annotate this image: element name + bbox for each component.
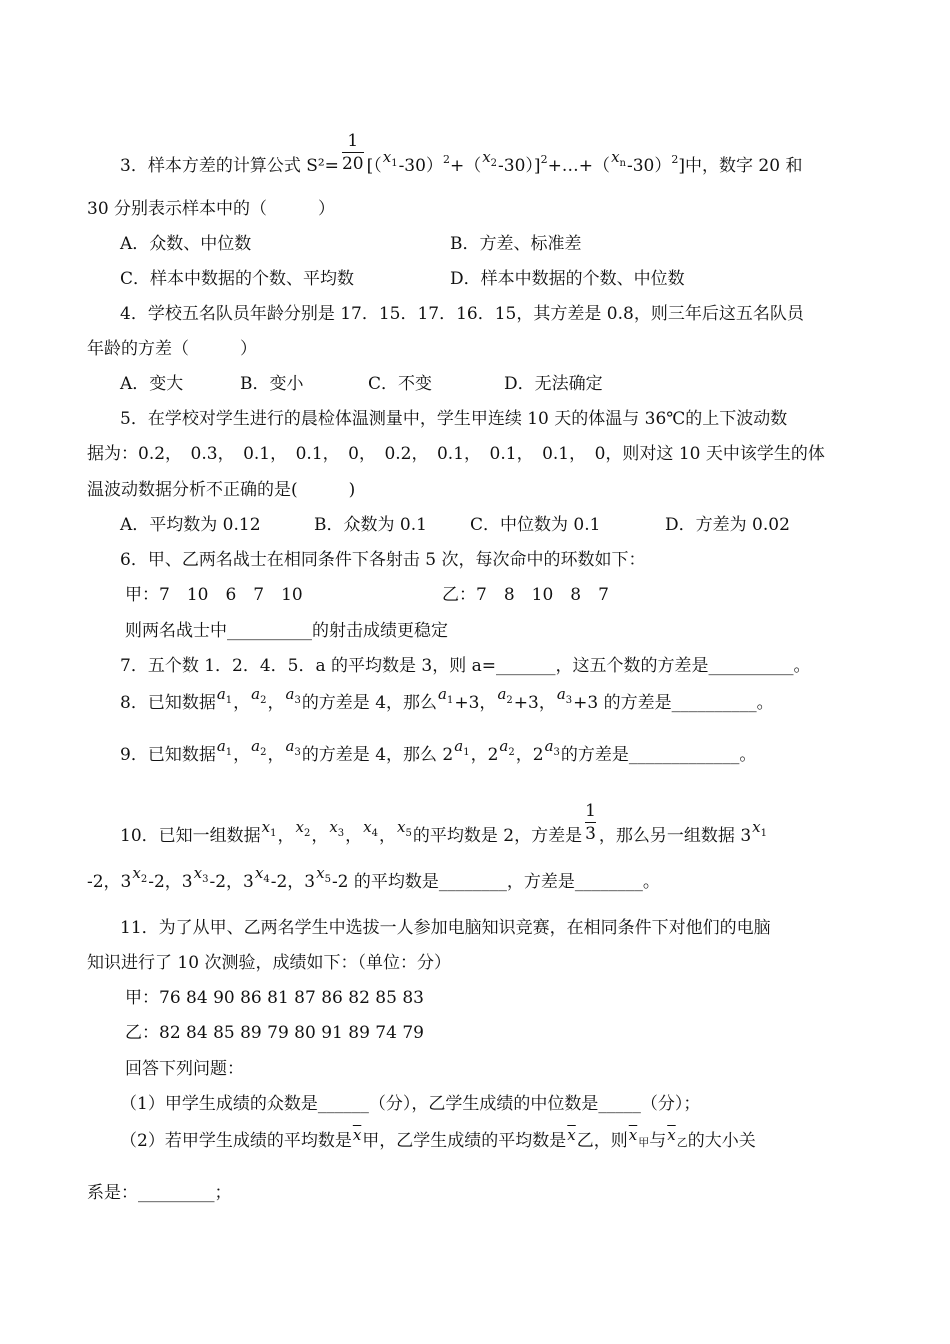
- q9-line1: 9．已知数据$a_1$，$a_2$，$a_3$的方差是 4，那么 $2a_1$，$2a_2$，$2a_3$的方差是_____________。: [120, 737, 757, 765]
- q3-prefix: 3．样本方差的计算公式 S²=: [120, 156, 339, 176]
- q4-option-b: B．变小: [240, 374, 304, 394]
- q3-line2: 30 分别表示样本中的（ ）: [87, 199, 336, 219]
- q10-fraction: $\frac{1}{3}$: [585, 801, 596, 844]
- q4-line1: 4．学校五名队员年龄分别是 17．15．17．16．15，其方差是 0.8，则三年后这五名队员: [120, 304, 804, 324]
- q4-option-c: C．不变: [368, 374, 433, 394]
- q6-jia-scores: 甲：7 10 6 7 10: [125, 585, 303, 605]
- q11-part2-line1: （2）若甲学生成绩的平均数是$\overline{x}$甲，乙学生成绩的平均数是$\overline{x}$乙，则$\overline{x}$甲与$\overline{x}$乙的大小关: [120, 1126, 756, 1151]
- q11-line2: 知识进行了 10 次测验，成绩如下：（单位：分）: [87, 953, 451, 973]
- q5-line2: 据为：0.2， 0.3， 0.1， 0.1， 0， 0.2， 0.1， 0.1， 0.1， 0，则对这 10 天中该学生的体: [87, 444, 825, 464]
- q3-fraction: $\frac{1}{20}$: [341, 131, 364, 174]
- q4-option-d: D．无法确定: [504, 374, 603, 394]
- q3-option-d: D．样本中数据的个数、中位数: [450, 269, 685, 289]
- q3-line1: 3．样本方差的计算公式 S²= $\frac{1}{20}$ $[(x_1-30)^2+(x_2-30)]^2+\dots+(x_n-30)^2$]中，数字 20 和: [120, 131, 803, 176]
- q5-line3: 温波动数据分析不正确的是( ): [87, 480, 356, 500]
- q8-line1: 8．已知数据$a_1$，$a_2$，$a_3$的方差是 4，那么$a_1+3$，$a_2+3$，$a_3+3$ 的方差是__________。: [120, 685, 774, 713]
- q10-line2: -2，$3x_2-2$，$3x_3-2$，$3x_4-2$，$3x_5-2$ 的平均数是________，方差是________。: [87, 864, 660, 892]
- q5-line1: 5．在学校对学生进行的晨检体温测量中，学生甲连续 10 天的体温与 36℃的上下波动数: [120, 409, 788, 429]
- q11-part2-line2: 系是：_________；: [87, 1183, 232, 1203]
- q4-line2: 年龄的方差（ ）: [87, 339, 257, 359]
- q3-option-a: A．众数、中位数: [120, 234, 252, 254]
- q11-yi-scores: 乙：82 84 85 89 79 80 91 89 74 79: [125, 1023, 424, 1043]
- q5-option-c: C．中位数为 0.1: [470, 515, 601, 535]
- q3-option-c: C．样本中数据的个数、平均数: [120, 269, 355, 289]
- q5-option-b: B．众数为 0.1: [314, 515, 427, 535]
- q7-line1: 7．五个数 1．2．4．5．a 的平均数是 3，则 a=_______，这五个数的方差是__________。: [120, 656, 811, 676]
- q4-option-a: A．变大: [120, 374, 184, 394]
- q5-option-d: D．方差为 0.02: [665, 515, 790, 535]
- q6-line1: 6．甲、乙两名战士在相同条件下各射击 5 次，每次命中的环数如下：: [120, 550, 646, 570]
- q10-line1: 10．已知一组数据$x_1$，$x_2$，$x_3$，$x_4$，$x_5$的平均数是 2，方差是 $\frac{1}{3}$ ，那么另一组数据 $3x_1$: [120, 801, 767, 846]
- q6-yi-scores: 乙：7 8 10 8 7: [442, 585, 609, 605]
- q6-line3: 则两名战士中__________的射击成绩更稳定: [125, 621, 448, 641]
- q11-answer-prompt: 回答下列问题：: [125, 1059, 244, 1079]
- q11-jia-scores: 甲：76 84 90 86 81 87 86 82 85 83: [125, 988, 424, 1008]
- q11-part1: （1）甲学生成绩的众数是______（分），乙学生成绩的中位数是_____（分）；: [120, 1094, 701, 1114]
- q3-option-b: B．方差、标准差: [450, 234, 582, 254]
- q5-option-a: A．平均数为 0.12: [120, 515, 261, 535]
- q3-tail: 中，数字 20 和: [685, 156, 803, 176]
- q11-line1: 11．为了从甲、乙两名学生中选拔一人参加电脑知识竞赛，在相同条件下对他们的电脑: [120, 918, 771, 938]
